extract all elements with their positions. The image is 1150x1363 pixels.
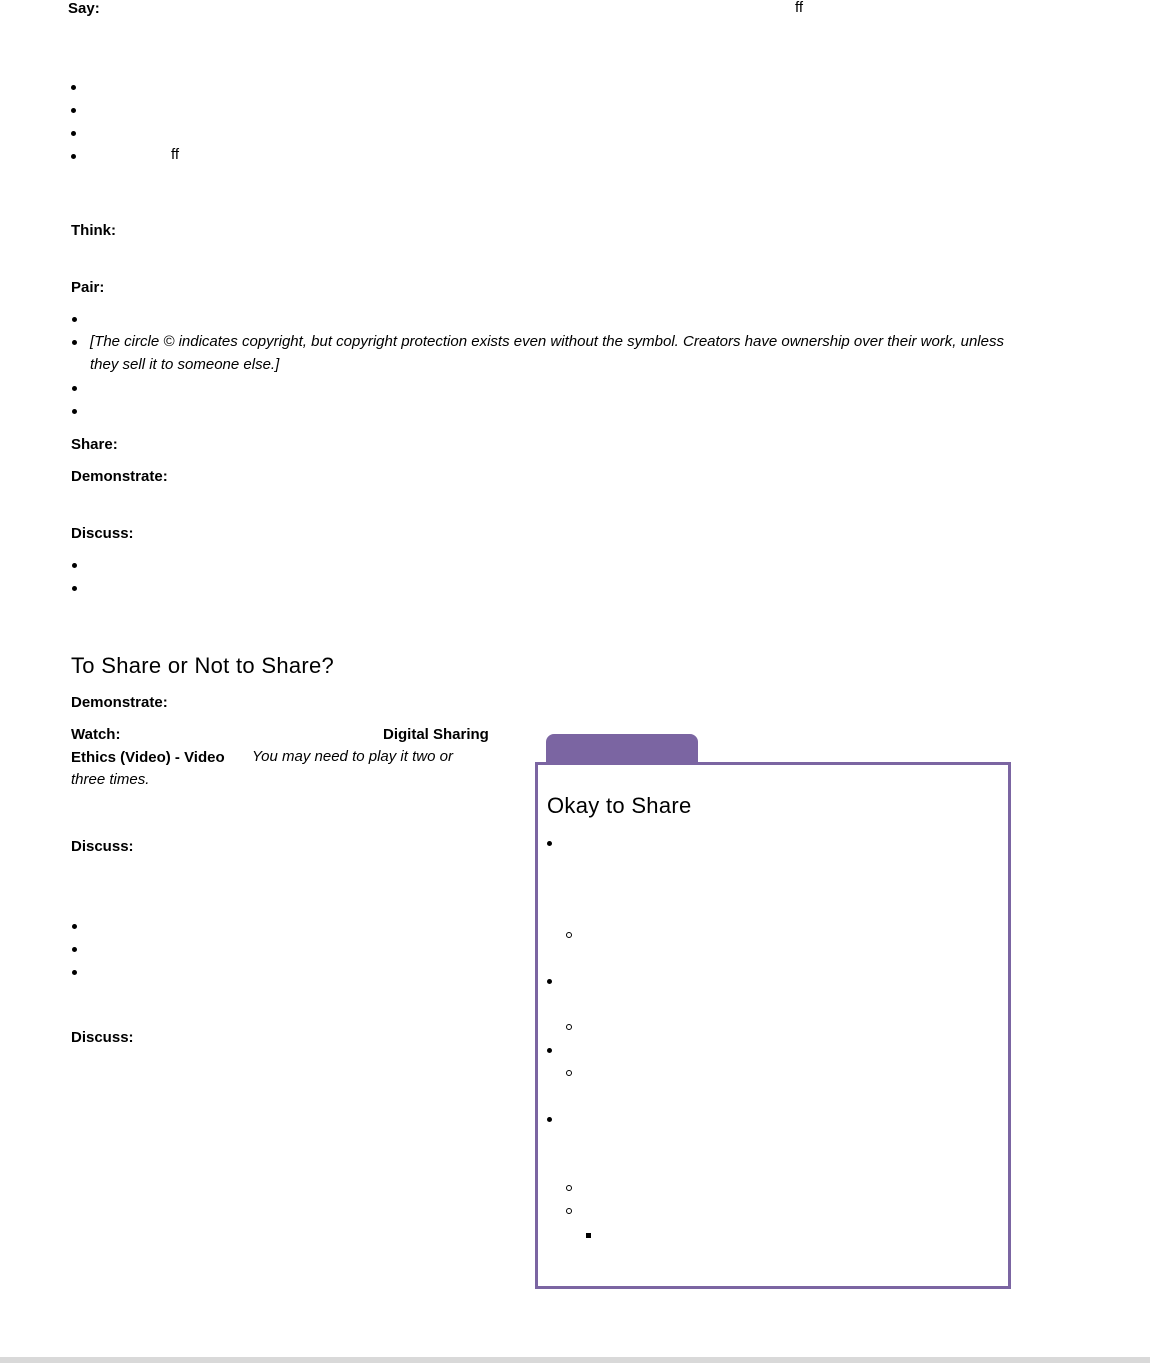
video-note-line2: three times. [71, 771, 150, 788]
watch-label: Watch: [71, 726, 121, 743]
sub-sub-bullet [586, 1233, 591, 1238]
list-bullet [547, 979, 552, 984]
demonstrate-label-2: Demonstrate: [71, 694, 168, 711]
pair-note: [The circle © indicates copyright, but copyright protection exists even without the symbol. Creators have ownership over their work, unless they sell it to someone else.] [90, 333, 1004, 373]
list-bullet [72, 970, 77, 975]
list-bullet [71, 154, 76, 159]
list-bullet [547, 841, 552, 846]
list-bullet [72, 409, 77, 414]
list-bullet [72, 317, 77, 322]
list-bullet [71, 131, 76, 136]
list-bullet [72, 386, 77, 391]
video-link-line1[interactable]: Digital Sharing [383, 726, 489, 743]
discuss-label-2: Discuss: [71, 838, 134, 855]
section-heading: To Share or Not to Share? [71, 653, 335, 678]
sub-bullet [566, 1070, 572, 1076]
discuss-label-3: Discuss: [71, 1029, 134, 1046]
sub-bullet [566, 932, 572, 938]
list-bullet [72, 947, 77, 952]
sub-bullet [566, 1185, 572, 1191]
say-fragment: ff [795, 0, 804, 16]
page-bottom-bar [0, 1357, 1150, 1363]
sub-bullet [566, 1024, 572, 1030]
list-bullet [72, 340, 77, 345]
think-label: Think: [71, 222, 116, 239]
callout-title: Okay to Share [547, 793, 692, 818]
say-label: Say: [68, 0, 100, 17]
pair-label: Pair: [71, 279, 105, 296]
video-note-line1: You may need to play it two or [252, 748, 453, 765]
demonstrate-label: Demonstrate: [71, 468, 168, 485]
list-bullet [72, 563, 77, 568]
callout-box [535, 762, 1011, 1289]
share-label: Share: [71, 436, 118, 453]
sub-bullet [566, 1208, 572, 1214]
list-bullet [71, 85, 76, 90]
discuss-label: Discuss: [71, 525, 134, 542]
list-bullet [547, 1048, 552, 1053]
video-link-line2[interactable]: Ethics (Video) - Video [71, 749, 225, 766]
list-bullet [72, 924, 77, 929]
bullet-fragment: ff [171, 146, 180, 163]
list-bullet [547, 1117, 552, 1122]
callout-tab [546, 734, 698, 763]
list-bullet [72, 586, 77, 591]
list-bullet [71, 108, 76, 113]
